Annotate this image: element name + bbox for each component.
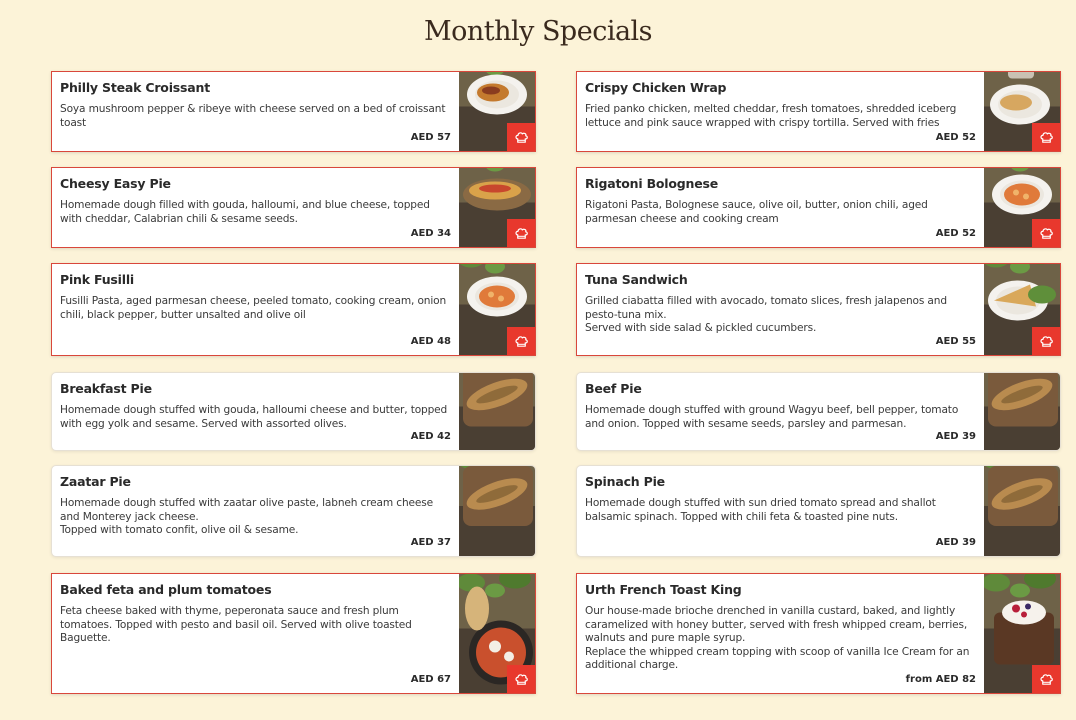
menu-item-card[interactable]: [51, 372, 536, 451]
chef-hat-icon: [514, 226, 529, 241]
chef-special-button[interactable]: [1032, 327, 1060, 355]
menu-item-price: AED 55: [935, 336, 976, 347]
menu-item-card[interactable]: [576, 167, 1061, 248]
menu-item-description: Homemade dough filled with gouda, halloumi, and blue cheese, topped with cheddar, Calabrian chili & sesame seeds.: [60, 199, 430, 225]
chef-hat-icon: [514, 334, 529, 349]
menu-item-card[interactable]: [51, 167, 536, 248]
menu-item-text: [60, 272, 449, 349]
menu-item-text: [60, 80, 449, 145]
menu-item-name: Spinach Pie: [585, 474, 665, 489]
menu-item-photo[interactable]: [984, 466, 1060, 556]
menu-item-card[interactable]: [576, 465, 1061, 557]
menu-item-description: Our house-made brioche drenched in vanilla custard, baked, and lightly caramelized with honey butter, served with fresh whipped cream, berries, walnuts and pure maple syrup. Replace the whipped cream topping with scoop of vanilla Ice Cream for an additional charge.: [585, 605, 970, 671]
menu-item-price: AED 52: [935, 132, 976, 143]
menu-item-price: AED 48: [410, 336, 451, 347]
menu-item-text: [585, 582, 974, 687]
chef-hat-icon: [1039, 226, 1054, 241]
menu-item-description: Homemade dough stuffed with zaatar olive paste, labneh cream cheese and Monterey jack cheese. Topped with tomato confit, olive oil & sesame.: [60, 497, 433, 536]
menu-item-name: Rigatoni Bolognese: [585, 176, 719, 191]
menu-item-photo[interactable]: [459, 466, 535, 556]
chef-hat-icon: [1039, 130, 1054, 145]
menu-item-card[interactable]: [51, 573, 536, 694]
menu-item-text: [60, 474, 449, 550]
menu-item-name: Breakfast Pie: [60, 381, 152, 396]
menu-item-description: Feta cheese baked with thyme, peperonata sauce and fresh plum tomatoes. Topped with pesto and basil oil. Served with olive toasted Baguette.: [60, 605, 412, 644]
chef-hat-icon: [514, 672, 529, 687]
menu-item-card[interactable]: [576, 71, 1061, 152]
menu-item-text: [60, 176, 449, 241]
menu-item-card[interactable]: [576, 263, 1061, 356]
menu-item-price: AED 57: [410, 132, 451, 143]
menu-item-price: AED 34: [410, 228, 451, 239]
menu-item-name: Crispy Chicken Wrap: [585, 80, 727, 95]
chef-special-button[interactable]: [507, 219, 535, 247]
menu-item-description: Homemade dough stuffed with sun dried tomato spread and shallot balsamic spinach. Topped with chili feta & toasted pine nuts.: [585, 497, 936, 523]
chef-hat-icon: [1039, 334, 1054, 349]
menu-item-description: Homemade dough stuffed with ground Wagyu beef, bell pepper, tomato and onion. Topped with sesame seeds, parsley and parmesan.: [585, 404, 959, 430]
menu-item-name: Beef Pie: [585, 381, 642, 396]
menu-item-card[interactable]: [51, 71, 536, 152]
menu-item-description: Fried panko chicken, melted cheddar, fresh tomatoes, shredded iceberg lettuce and pink sauce wrapped with crispy tortilla. Served with fries: [585, 103, 957, 129]
menu-item-price: AED 67: [410, 674, 451, 685]
menu-item-description: Grilled ciabatta filled with avocado, tomato slices, fresh jalapenos and pesto-tuna mix. Served with side salad & pickled cucumbers.: [585, 295, 947, 334]
menu-item-price: AED 52: [935, 228, 976, 239]
menu-item-photo[interactable]: [984, 373, 1060, 450]
menu-item-card[interactable]: [51, 465, 536, 557]
menu-item-card[interactable]: [576, 372, 1061, 451]
menu-item-text: [60, 381, 449, 444]
menu-item-name: Urth French Toast King: [585, 582, 742, 597]
chef-special-button[interactable]: [1032, 665, 1060, 693]
page-title: Monthly Specials: [423, 16, 653, 47]
menu-item-description: Homemade dough stuffed with gouda, halloumi cheese and butter, topped with egg yolk and sesame. Served with assorted olives.: [60, 404, 448, 430]
menu-item-description: Fusilli Pasta, aged parmesan cheese, peeled tomato, cooking cream, onion chili, black pepper, butter unsalted and olive oil: [60, 295, 447, 321]
chef-hat-icon: [1039, 672, 1054, 687]
menu-item-name: Baked feta and plum tomatoes: [60, 582, 272, 597]
menu-item-name: Zaatar Pie: [60, 474, 131, 489]
menu-item-text: [585, 381, 974, 444]
menu-item-price: AED 42: [410, 431, 451, 442]
menu-item-photo[interactable]: [459, 373, 535, 450]
menu-item-name: Cheesy Easy Pie: [60, 176, 171, 191]
chef-hat-icon: [514, 130, 529, 145]
menu-item-text: [585, 272, 974, 349]
menu-item-text: [585, 474, 974, 550]
menu-item-price: AED 37: [410, 537, 451, 548]
menu-item-card[interactable]: [576, 573, 1061, 694]
menu-item-description: Rigatoni Pasta, Bolognese sauce, olive oil, butter, onion chili, aged parmesan cheese and cooking cream: [585, 199, 928, 225]
menu-item-text: [585, 80, 974, 145]
menu-item-name: Tuna Sandwich: [585, 272, 688, 287]
menu-item-price: from AED 82: [905, 674, 976, 685]
menu-item-price: AED 39: [935, 431, 976, 442]
menu-item-text: [60, 582, 449, 687]
chef-special-button[interactable]: [507, 327, 535, 355]
menu-item-price: AED 39: [935, 537, 976, 548]
menu-item-text: [585, 176, 974, 241]
chef-special-button[interactable]: [507, 123, 535, 151]
chef-special-button[interactable]: [507, 665, 535, 693]
menu-item-name: Philly Steak Croissant: [60, 80, 210, 95]
menu-item-name: Pink Fusilli: [60, 272, 135, 287]
chef-special-button[interactable]: [1032, 219, 1060, 247]
chef-special-button[interactable]: [1032, 123, 1060, 151]
menu-item-card[interactable]: [51, 263, 536, 356]
menu-item-description: Soya mushroom pepper & ribeye with cheese served on a bed of croissant toast: [60, 103, 446, 129]
